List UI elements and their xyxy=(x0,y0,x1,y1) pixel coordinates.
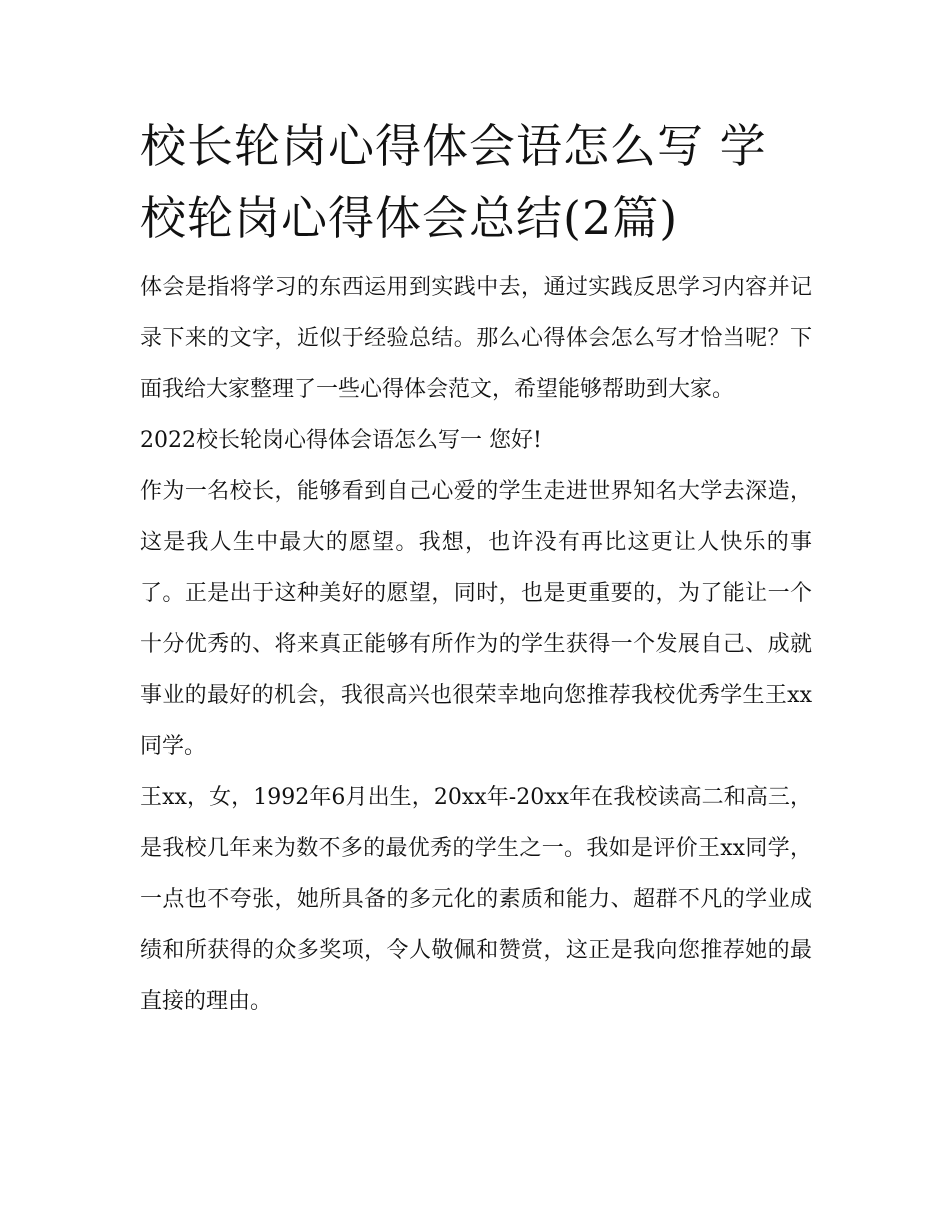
document-title: 校长轮岗心得体会语怎么写 学校轮岗心得体会总结(2篇) xyxy=(140,119,767,245)
body-paragraph-1: 作为一名校长，能够看到自己心爱的学生走进世界知名大学去深造，这是我人生中最大的愿望。我想，也许没有再比这更让人快乐的事了。正是出于这种美好的愿望，同时，也是更重要的，为了能让一个十分优秀的、将来真正能够有所作为的学生获得一个发展自己、成就事业的最好的机会，我很高兴也很荣幸地向您推荐我校优秀学生王xx同学。 xyxy=(140,479,812,759)
section-heading: 2022校长轮岗心得体会语怎么写一 您好! xyxy=(140,428,542,453)
intro-paragraph: 体会是指将学习的东西运用到实践中去，通过实践反思学习内容并记录下来的文字，近似于经验总结。那么心得体会怎么写才恰当呢？下面我给大家整理了一些心得体会范文，希望能够帮助到大家。 xyxy=(140,275,812,402)
document-body xyxy=(140,110,812,1027)
body-paragraph-2: 王xx，女，1992年6月出生，20xx年-20xx年在我校读高二和高三，是我校几年来为数不多的最优秀的学生之一。我如是评价王xx同学，一点也不夸张，她所具备的多元化的素质和能力、超群不凡的学业成绩和所获得的众多奖项，令人敬佩和赞赏，这正是我向您推荐她的最直接的理由。 xyxy=(140,785,812,1014)
